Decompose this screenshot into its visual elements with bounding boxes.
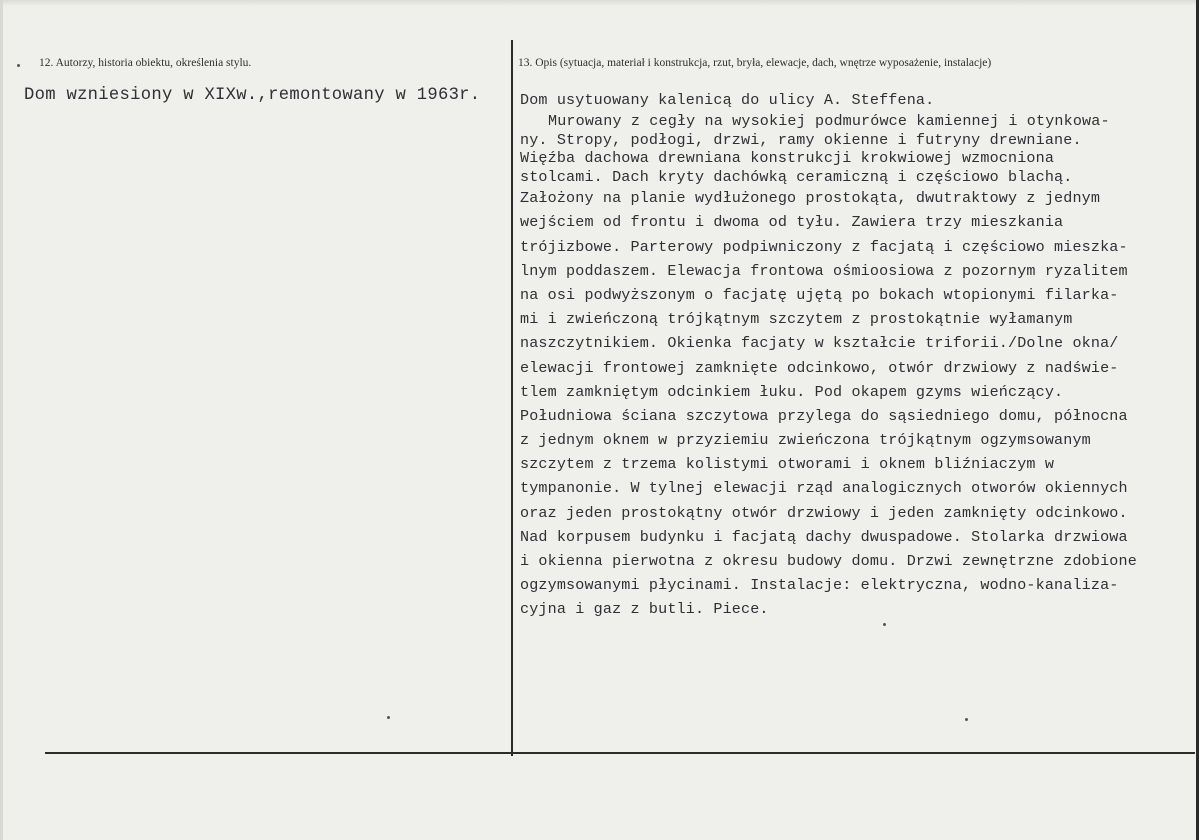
bottom-rule	[45, 752, 1195, 754]
description-text	[520, 88, 1137, 622]
section-13-heading: 13. Opis (sytuacja, materiał i konstrukcja, rzut, bryła, elewacje, dach, wnętrze wyposażenie, instalacje)	[518, 57, 992, 69]
description-line: trójizbowe. Parterowy podpiwniczony z facjatą i częściowo mieszka-	[520, 237, 1128, 256]
description-line: ogzymsowanymi płycinami. Instalacje: elektryczna, wodno-kanaliza-	[520, 576, 1119, 595]
column-divider	[511, 40, 513, 756]
description-line: i okienna pierwotna z okresu budowy domu. Drzwi zewnętrzne zdobione	[520, 552, 1137, 570]
ink-speck	[883, 623, 886, 626]
description-line: elewacji frontowej zamknięte odcinkowo, otwór drzwiowy z nadświe-	[520, 358, 1119, 377]
description-line: oraz jeden prostokątny otwór drzwiowy i jeden zamknięty odcinkowo.	[520, 503, 1128, 522]
top-edge	[3, 0, 1199, 6]
description-line: lnym poddaszem. Elewacja frontowa ośmioosiowa z pozornym ryzalitem	[520, 261, 1128, 280]
description-line: tlem zamkniętym odcinkiem łuku. Pod okapem gzyms wieńczący.	[520, 382, 1064, 401]
description-line: tympanonie. W tylnej elewacji rząd analogicznych otworów okiennych	[520, 479, 1128, 498]
description-line: Południowa ściana szczytowa przylega do sąsiedniego domu, północna	[520, 406, 1128, 425]
description-line: z jednym oknem w przyziemiu zwieńczona trójkątnym ogzymsowanym	[520, 431, 1091, 450]
description-line: cyjna i gaz z butli. Piece.	[520, 600, 769, 619]
description-line: wejściem od frontu i dwoma od tyłu. Zawiera trzy mieszkania	[520, 213, 1064, 232]
ink-speck	[17, 64, 20, 67]
description-line: na osi podwyższonym o facjatę ujętą po bokach wtopionymi filarka-	[520, 285, 1119, 304]
description-line: Nad korpusem budynku i facjatą dachy dwuspadowe. Stolarka drzwiowa	[520, 527, 1128, 546]
ink-speck	[387, 716, 390, 719]
description-line: Dom usytuowany kalenicą do ulicy A. Steffena.	[520, 91, 935, 109]
description-line: Założony na planie wydłużonego prostokąta, dwutraktowy z jednym	[520, 189, 1101, 208]
description-line: ny. Stropy, podłogi, drzwi, ramy okienne i futryny drewniane.	[520, 130, 1082, 149]
description-line: naszczytnikiem. Okienka facjaty w kształcie triforii./Dolne okna/	[520, 334, 1119, 353]
description-line: stolcami. Dach kryty dachówką ceramiczną i częściowo blachą.	[520, 167, 1073, 186]
description-line: szczytem z trzema kolistymi otworami i oknem bliźniaczym w	[520, 455, 1055, 474]
description-line: mi i zwieńczoną trójkątnym szczytem z prostokątnie wyłamanym	[520, 310, 1073, 329]
ink-speck	[965, 718, 968, 721]
description-line: Murowany z cegły na wysokiej podmurówce kamiennej i otynkowa-	[548, 112, 1110, 131]
history-text: Dom wzniesiony w XIXw.,remontowany w 1963r.	[24, 86, 481, 105]
description-line: Więźba dachowa drewniana konstrukcji krokwiowej wzmocniona	[520, 149, 1055, 168]
section-12-heading: 12. Autorzy, historia obiektu, określenia stylu.	[39, 57, 252, 69]
